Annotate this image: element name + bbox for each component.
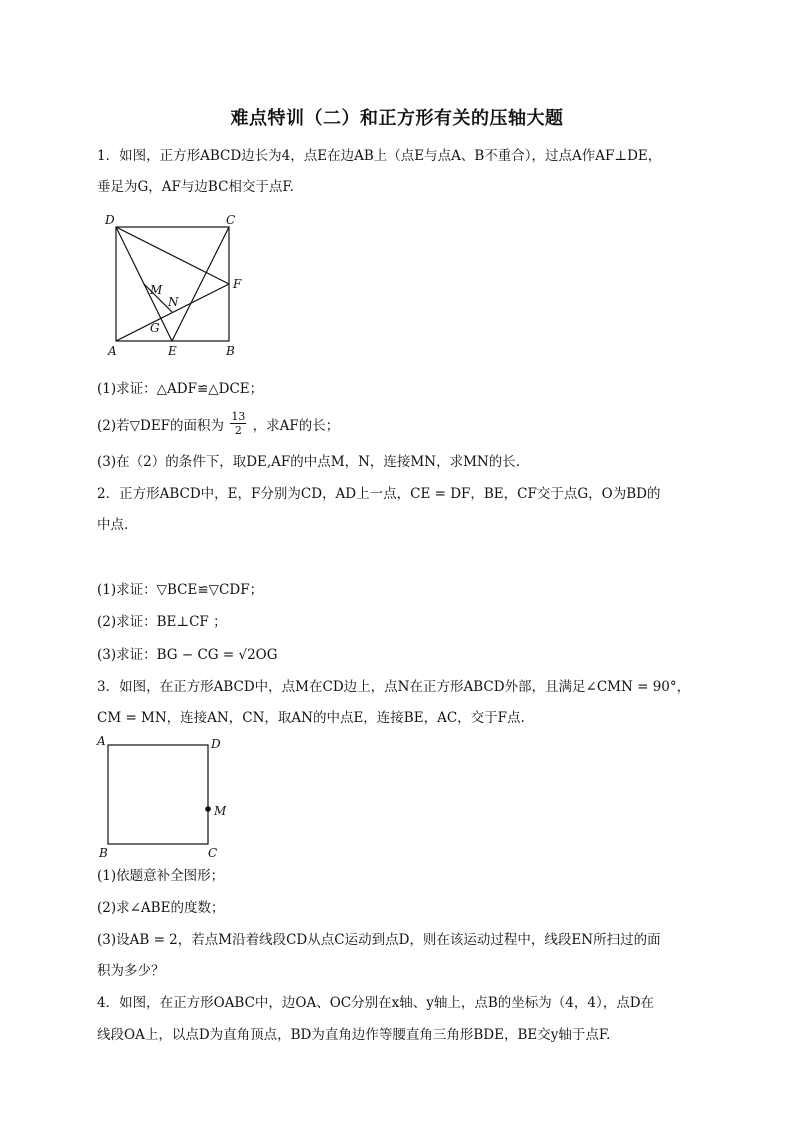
page-title: 难点特训（二）和正方形有关的压轴大题 xyxy=(230,108,564,129)
q1-label-C: C xyxy=(226,213,236,227)
q2-stem-line1: 2．正方形ABCD中，E，F分别为CD，AD上一点，CE = DF，BE，CF交于点G，O为BD的 xyxy=(97,486,661,502)
q3-label-D: D xyxy=(211,737,221,751)
q3-label-B: B xyxy=(99,846,108,860)
q1-label-G: G xyxy=(150,321,160,335)
q2-part1: (1)求证：▽BCE≌▽CDF； xyxy=(97,582,264,598)
q2-part3: (3)求证：BG − CG = √2OG xyxy=(97,647,278,663)
q3-label-M: M xyxy=(214,804,227,818)
q3-part3-line1: (3)设AB = 2，若点M沿着线段CD从点C运动到点D，则在该运动过程中，线段EN所扫过的面 xyxy=(97,932,661,948)
q1-part3: (3)在（2）的条件下，取DE,AF的中点M，N，连接MN，求MN的长. xyxy=(97,454,520,470)
q1-stem-line2: 垂足为G，AF与边BC相交于点F. xyxy=(97,179,294,195)
q2-stem-line2: 中点. xyxy=(97,517,129,533)
q3-stem-line2: CM = MN，连接AN，CN，取AN的中点E，连接BE，AC，交于F点. xyxy=(97,710,525,726)
fraction-denominator: 2 xyxy=(234,424,242,437)
q3-part3-line2: 积为多少？ xyxy=(97,963,165,979)
q3-label-C: C xyxy=(208,846,218,860)
q3-figure xyxy=(94,733,244,863)
q1-label-A: A xyxy=(108,344,117,358)
q4-stem-line1: 4．如图，在正方形OABC中，边OA、OC分别在x轴、y轴上，点B的坐标为（4，4），点D在 xyxy=(97,995,655,1011)
q4-stem-line2: 线段OA上，以点D为直角顶点，BD为直角边作等腰直角三角形BDE，BE交y轴于点F. xyxy=(97,1027,611,1043)
q1-label-M: M xyxy=(150,283,163,297)
q1-part2-suffix: ，求AF的长； xyxy=(252,418,340,434)
q2-part2: (2)求证：BE⊥CF ； xyxy=(97,614,227,630)
fraction-numerator: 13 xyxy=(231,410,246,423)
q3-part1: (1)依题意补全图形； xyxy=(97,868,225,884)
q1-label-N: N xyxy=(168,295,179,309)
q3-label-A: A xyxy=(97,734,106,748)
q1-label-E: E xyxy=(168,344,177,358)
q1-part1: (1)求证：△ADF≌△DCE； xyxy=(97,381,264,397)
q1-label-F: F xyxy=(233,277,242,291)
q3-part2: (2)求∠ABE的度数； xyxy=(97,900,225,916)
fraction xyxy=(230,410,246,437)
q1-label-B: B xyxy=(226,344,235,358)
q1-label-D: D xyxy=(105,213,115,227)
q1-part2 xyxy=(97,410,707,440)
q1-figure xyxy=(100,208,260,363)
q1-stem-line1: 1．如图，正方形ABCD边长为4，点E在边AB上（点E与点A、B不重合），过点A作AF⊥DE， xyxy=(97,148,662,164)
q1-part2-prefix: (2)若▽DEF的面积为 xyxy=(97,418,225,434)
q3-stem-line1: 3．如图，在正方形ABCD中，点M在CD边上，点N在正方形ABCD外部，且满足∠CMN = 90°， xyxy=(97,679,691,695)
q3-point-M xyxy=(205,806,211,812)
